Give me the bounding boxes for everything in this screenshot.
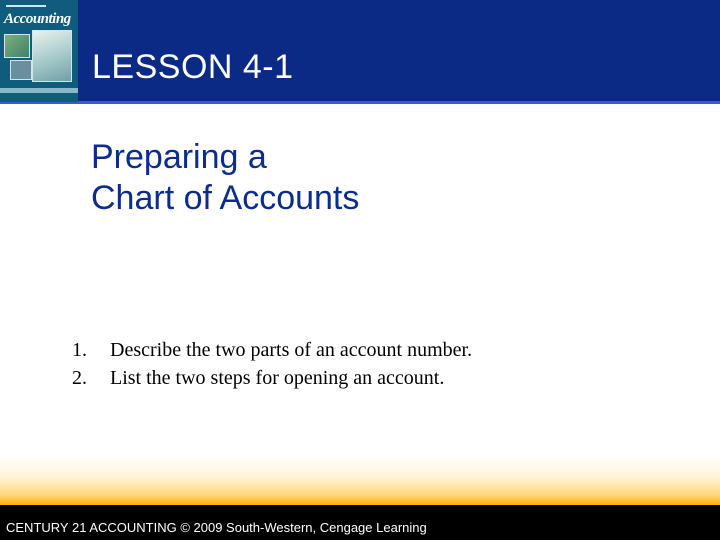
subtitle-line-1: Preparing a: [91, 138, 267, 176]
objectives-list: [72, 336, 472, 392]
header-divider: [0, 101, 720, 104]
cover-bottom-band: [0, 88, 78, 93]
cover-brand-text: Accounting: [4, 11, 71, 27]
cover-photo-1: [4, 34, 30, 58]
textbook-cover-image: [0, 0, 78, 102]
objective-number: 1.: [72, 339, 87, 361]
objective-number: 2.: [72, 367, 87, 389]
lesson-subtitle: [91, 137, 591, 219]
objective-item: [72, 364, 472, 392]
cover-top-line: [6, 5, 46, 7]
cover-photo-2: [32, 30, 72, 82]
objective-text: Describe the two parts of an account number.: [110, 339, 473, 361]
footer-copyright: CENTURY 21 ACCOUNTING © 2009 South-Western, Cengage Learning: [6, 520, 427, 535]
lesson-title: LESSON 4-1: [92, 48, 294, 86]
footer-glow: [0, 455, 720, 505]
objective-item: [72, 336, 472, 364]
objective-text: List the two steps for opening an account.: [110, 367, 445, 389]
cover-photo-3: [10, 60, 32, 80]
subtitle-line-2: Chart of Accounts: [91, 179, 360, 217]
